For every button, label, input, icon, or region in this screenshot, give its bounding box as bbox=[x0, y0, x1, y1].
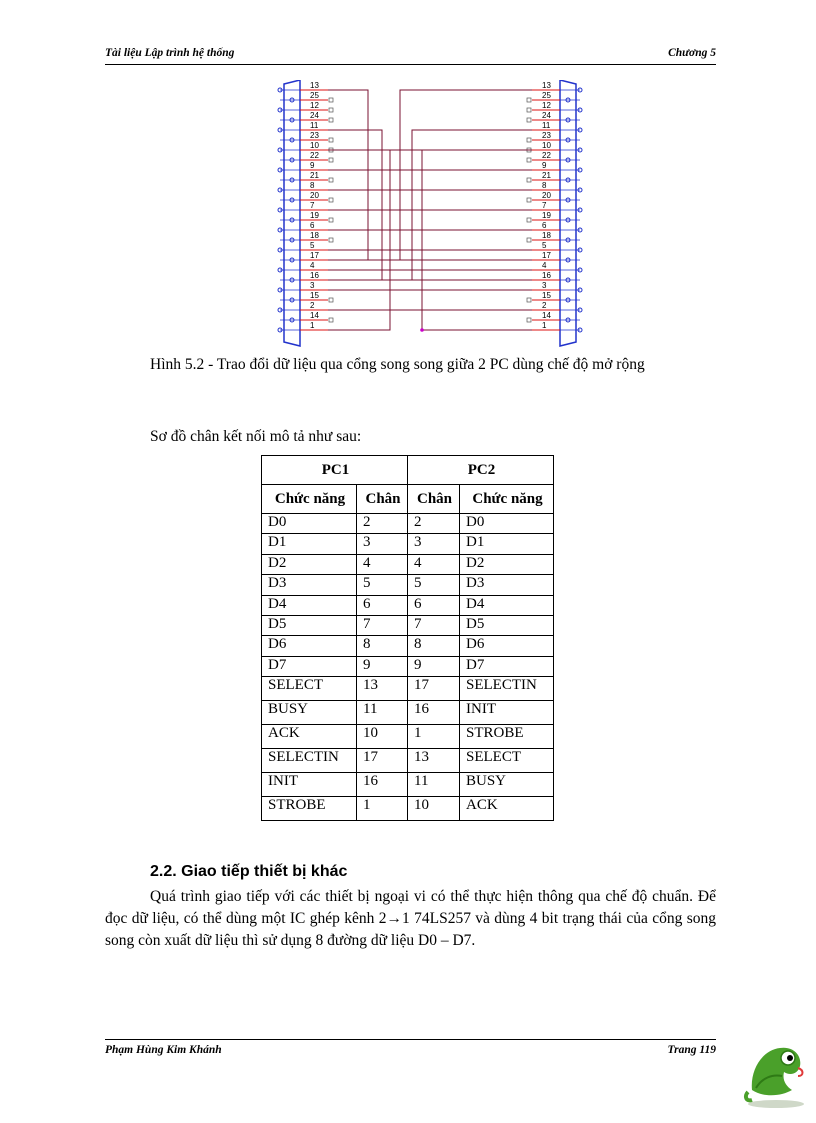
table-row bbox=[262, 656, 554, 676]
cross-wire-13-17 bbox=[328, 90, 532, 260]
right-box-24 bbox=[527, 118, 531, 122]
table-row bbox=[262, 575, 554, 595]
left-pin-label: 2 bbox=[310, 301, 315, 310]
right-pin-label: 16 bbox=[542, 271, 551, 280]
signal-pc1 bbox=[262, 615, 357, 635]
signal-pc2-text: BUSY bbox=[466, 773, 507, 790]
footer-page-number: Trang 119 bbox=[667, 1044, 716, 1056]
table-row bbox=[262, 725, 554, 749]
signal-pc1-text: BUSY bbox=[268, 701, 309, 718]
right-pin-label: 17 bbox=[542, 251, 551, 260]
left-pin-label: 10 bbox=[310, 141, 319, 150]
signal-pc2-text: SELECT bbox=[466, 749, 521, 766]
pc2-header: PC2 bbox=[408, 456, 554, 485]
pin-pc2-text: 3 bbox=[414, 534, 422, 551]
signal-pc1-text: D5 bbox=[268, 615, 287, 632]
right-pin-label: 24 bbox=[542, 111, 551, 120]
cross-wire-10-1 bbox=[328, 150, 532, 330]
signal-pc1-text: D3 bbox=[268, 575, 287, 592]
right-pin-label: 1 bbox=[542, 321, 547, 330]
table-row bbox=[262, 677, 554, 701]
pin-pc1 bbox=[357, 701, 408, 725]
pin-pc2 bbox=[408, 575, 460, 595]
signal-pc2-text: D6 bbox=[466, 636, 485, 653]
pin-pc2-text: 13 bbox=[414, 749, 429, 766]
pin-pc2-text: 11 bbox=[414, 773, 429, 790]
pin-pc1 bbox=[357, 797, 408, 821]
pin-pc2 bbox=[408, 749, 460, 773]
signal-pc2 bbox=[460, 534, 554, 554]
right-pin-label: 11 bbox=[542, 121, 551, 130]
signal-pc2-text: D3 bbox=[466, 575, 485, 592]
right-pin-label: 4 bbox=[542, 261, 547, 270]
db25-wiring-diagram bbox=[272, 80, 588, 348]
signal-pc1 bbox=[262, 514, 357, 534]
left-box-20 bbox=[329, 198, 333, 202]
table-row bbox=[262, 615, 554, 635]
left-box-19 bbox=[329, 218, 333, 222]
pin-pc1-text: 13 bbox=[363, 677, 378, 694]
right-box-12 bbox=[527, 108, 531, 112]
left-pin-label: 18 bbox=[310, 231, 319, 240]
signal-pc1 bbox=[262, 595, 357, 615]
left-pin-label: 4 bbox=[310, 261, 315, 270]
signal-pc1-text: D1 bbox=[268, 534, 287, 551]
signal-pc2 bbox=[460, 575, 554, 595]
right-pin-label: 5 bbox=[542, 241, 547, 250]
signal-pc1-text: INIT bbox=[268, 773, 298, 790]
col-function-pc2: Chức năng bbox=[460, 485, 554, 514]
left-pin-label: 6 bbox=[310, 221, 315, 230]
right-pin-label: 22 bbox=[542, 151, 551, 160]
cross-wire-17-13 bbox=[328, 90, 532, 260]
pin-pc1 bbox=[357, 656, 408, 676]
pin-pc1-text: 9 bbox=[363, 656, 371, 673]
col-function-pc1: Chức năng bbox=[262, 485, 357, 514]
left-pin-label: 17 bbox=[310, 251, 319, 260]
pin-pc1-text: 4 bbox=[363, 554, 371, 571]
left-pin-label: 3 bbox=[310, 281, 315, 290]
right-pin-label: 19 bbox=[542, 211, 551, 220]
right-pin-label: 23 bbox=[542, 131, 551, 140]
pin-pc2 bbox=[408, 773, 460, 797]
cross-wire-11-16 bbox=[328, 130, 532, 280]
left-pin-label: 5 bbox=[310, 241, 315, 250]
signal-pc1 bbox=[262, 656, 357, 676]
pin-pc2-text: 7 bbox=[414, 615, 422, 632]
signal-pc2 bbox=[460, 701, 554, 725]
left-pin-label: 22 bbox=[310, 151, 319, 160]
section-paragraph: Quá trình giao tiếp với các thiết bị ngoại vi có thể thực hiện thông qua chế độ chuẩn. Để đọc dữ liệu, có thể dùng một IC ghép kênh 2→1 74LS257 và dùng 4 bit trạng thái của cổng song song còn xuất dữ liệu thì sử dụng 8 đường dữ liệu D0 – D7. bbox=[105, 888, 716, 949]
signal-pc1-text: SELECTIN bbox=[268, 749, 339, 766]
left-pin-label: 7 bbox=[310, 201, 315, 210]
table-row bbox=[262, 554, 554, 574]
pin-pc2-text: 17 bbox=[414, 677, 429, 694]
right-pin-label: 13 bbox=[542, 81, 551, 90]
signal-pc1 bbox=[262, 749, 357, 773]
right-box-22 bbox=[527, 158, 531, 162]
pin-pc2 bbox=[408, 595, 460, 615]
pin-pc1 bbox=[357, 749, 408, 773]
left-pin-label: 21 bbox=[310, 171, 319, 180]
col-pin-pc2: Chân bbox=[408, 485, 460, 514]
signal-pc1 bbox=[262, 636, 357, 656]
pin-mapping-table bbox=[261, 455, 554, 821]
left-pin-label: 20 bbox=[310, 191, 319, 200]
table-row bbox=[262, 773, 554, 797]
signal-pc2 bbox=[460, 595, 554, 615]
left-pin-label: 12 bbox=[310, 101, 319, 110]
signal-pc1 bbox=[262, 554, 357, 574]
right-box-20 bbox=[527, 198, 531, 202]
pin-pc1-text: 5 bbox=[363, 575, 371, 592]
signal-pc2-text: D0 bbox=[466, 514, 485, 530]
signal-pc1-text: SELECT bbox=[268, 677, 323, 694]
figure-caption: Hình 5.2 - Trao đổi dữ liệu qua cổng song song giữa 2 PC dùng chế độ mở rộng bbox=[150, 356, 645, 373]
signal-pc2 bbox=[460, 773, 554, 797]
right-db25-connector bbox=[532, 80, 582, 346]
signal-pc1-text: STROBE bbox=[268, 797, 326, 814]
left-pin-label: 25 bbox=[310, 91, 319, 100]
cross-wires bbox=[328, 90, 532, 332]
signal-pc2 bbox=[460, 636, 554, 656]
signal-pc2-text: STROBE bbox=[466, 725, 524, 742]
right-pin-label: 10 bbox=[542, 141, 551, 150]
pin-pc2 bbox=[408, 677, 460, 701]
table-row bbox=[262, 595, 554, 615]
left-box-14 bbox=[329, 318, 333, 322]
pin-pc1 bbox=[357, 615, 408, 635]
right-pin-label: 12 bbox=[542, 101, 551, 110]
signal-pc2 bbox=[460, 677, 554, 701]
pin-pc2 bbox=[408, 725, 460, 749]
pin-pc1-text: 8 bbox=[363, 636, 371, 653]
left-pin-label: 14 bbox=[310, 311, 319, 320]
signal-pc2-text: D7 bbox=[466, 656, 485, 673]
left-box-22 bbox=[329, 158, 333, 162]
pin-pc2-text: 2 bbox=[414, 514, 422, 530]
left-pin-label: 8 bbox=[310, 181, 315, 190]
table-group-header bbox=[262, 456, 554, 485]
pin-pc2 bbox=[408, 615, 460, 635]
right-pin-label: 25 bbox=[542, 91, 551, 100]
signal-pc2 bbox=[460, 725, 554, 749]
signal-pc2-text: D2 bbox=[466, 554, 485, 571]
pin-pc1-text: 2 bbox=[363, 514, 371, 530]
pin-pc1 bbox=[357, 677, 408, 701]
signal-pc1 bbox=[262, 534, 357, 554]
signal-pc1 bbox=[262, 773, 357, 797]
footer-author: Phạm Hùng Kim Khánh bbox=[105, 1044, 222, 1056]
right-pin-label: 9 bbox=[542, 161, 547, 170]
header-chapter: Chương 5 bbox=[668, 47, 716, 59]
junction-dot bbox=[420, 328, 424, 332]
footer-rule bbox=[105, 1039, 716, 1040]
signal-pc2 bbox=[460, 656, 554, 676]
signal-pc2-text: D1 bbox=[466, 534, 485, 551]
right-box-25 bbox=[527, 98, 531, 102]
col-pin-pc1: Chân bbox=[357, 485, 408, 514]
left-db25-connector bbox=[278, 80, 328, 346]
header-doc-title: Tài liệu Lập trình hệ thống bbox=[105, 47, 235, 59]
pin-pc1 bbox=[357, 636, 408, 656]
pin-pc1 bbox=[357, 773, 408, 797]
cross-wire-16-11 bbox=[328, 130, 532, 280]
pin-pc1 bbox=[357, 725, 408, 749]
left-pin-label: 23 bbox=[310, 131, 319, 140]
right-pin-label: 18 bbox=[542, 231, 551, 240]
pin-pc1 bbox=[357, 534, 408, 554]
signal-pc1 bbox=[262, 797, 357, 821]
table-row bbox=[262, 701, 554, 725]
pin-pc2-text: 5 bbox=[414, 575, 422, 592]
cross-wire-1-10 bbox=[328, 150, 532, 330]
pin-pc1 bbox=[357, 514, 408, 534]
pin-pc1-text: 10 bbox=[363, 725, 378, 742]
left-pin-label: 13 bbox=[310, 81, 319, 90]
pin-pc2 bbox=[408, 554, 460, 574]
left-pin-label: 1 bbox=[310, 321, 315, 330]
signal-pc1-text: D7 bbox=[268, 656, 287, 673]
right-pin-label: 20 bbox=[542, 191, 551, 200]
right-box-23 bbox=[527, 138, 531, 142]
pin-pc1 bbox=[357, 554, 408, 574]
right-box-15 bbox=[527, 298, 531, 302]
signal-pc2 bbox=[460, 615, 554, 635]
signal-pc1-text: D0 bbox=[268, 514, 287, 530]
signal-pc1-text: D2 bbox=[268, 554, 287, 571]
table-row bbox=[262, 636, 554, 656]
pin-pc2 bbox=[408, 636, 460, 656]
pin-pc1-text: 3 bbox=[363, 534, 371, 551]
left-box-23 bbox=[329, 138, 333, 142]
pin-pc1-text: 11 bbox=[363, 701, 378, 718]
pin-pc1-text: 6 bbox=[363, 595, 371, 612]
right-pin-label: 3 bbox=[542, 281, 547, 290]
signal-pc1-text: D6 bbox=[268, 636, 287, 653]
right-pin-label: 2 bbox=[542, 301, 547, 310]
pin-pc2-text: 16 bbox=[414, 701, 429, 718]
signal-pc2-text: D5 bbox=[466, 615, 485, 632]
signal-pc1 bbox=[262, 677, 357, 701]
signal-pc1-text: D4 bbox=[268, 595, 287, 612]
left-pin-label: 24 bbox=[310, 111, 319, 120]
pin-pc1 bbox=[357, 575, 408, 595]
table-row bbox=[262, 749, 554, 773]
right-box-18 bbox=[527, 238, 531, 242]
signal-pc2 bbox=[460, 749, 554, 773]
left-pin-label: 15 bbox=[310, 291, 319, 300]
left-box-24 bbox=[329, 118, 333, 122]
pin-pc2-text: 6 bbox=[414, 595, 422, 612]
pin-pc1-text: 16 bbox=[363, 773, 378, 790]
pin-pc2 bbox=[408, 797, 460, 821]
signal-pc2-text: INIT bbox=[466, 701, 496, 718]
pin-pc1-text: 17 bbox=[363, 749, 378, 766]
signal-pc2 bbox=[460, 514, 554, 534]
left-pin-label: 16 bbox=[310, 271, 319, 280]
right-pin-label: 7 bbox=[542, 201, 547, 210]
pin-pc2 bbox=[408, 701, 460, 725]
pin-pc2 bbox=[408, 656, 460, 676]
pin-pc2-text: 8 bbox=[414, 636, 422, 653]
signal-pc2 bbox=[460, 554, 554, 574]
table-row bbox=[262, 514, 554, 534]
right-pin-label: 21 bbox=[542, 171, 551, 180]
right-pin-label: 15 bbox=[542, 291, 551, 300]
pin-pc1 bbox=[357, 595, 408, 615]
right-pin-label: 8 bbox=[542, 181, 547, 190]
section-heading: 2.2. Giao tiếp thiết bị khác bbox=[150, 863, 348, 880]
left-pin-label: 11 bbox=[310, 121, 319, 130]
table-column-header bbox=[262, 485, 554, 514]
left-pin-label: 19 bbox=[310, 211, 319, 220]
left-box-21 bbox=[329, 178, 333, 182]
left-box-15 bbox=[329, 298, 333, 302]
table-row bbox=[262, 797, 554, 821]
table-row bbox=[262, 534, 554, 554]
right-box-14 bbox=[527, 318, 531, 322]
signal-pc2-text: D4 bbox=[466, 595, 485, 612]
left-box-12 bbox=[329, 108, 333, 112]
pin-pc2-text: 4 bbox=[414, 554, 422, 571]
pin-pc1-text: 7 bbox=[363, 615, 371, 632]
pin-pc1-text: 1 bbox=[363, 797, 371, 814]
left-box-25 bbox=[329, 98, 333, 102]
header-rule bbox=[105, 64, 716, 65]
pin-pc2 bbox=[408, 514, 460, 534]
signal-pc1 bbox=[262, 575, 357, 595]
pc1-header: PC1 bbox=[262, 456, 408, 485]
right-pin-label: 14 bbox=[542, 311, 551, 320]
chameleon-mascot-icon bbox=[742, 1030, 808, 1110]
pin-pc2 bbox=[408, 534, 460, 554]
right-box-21 bbox=[527, 178, 531, 182]
left-box-18 bbox=[329, 238, 333, 242]
signal-pc1-text: $\overline{ACK}$ bbox=[268, 725, 300, 742]
signal-pc1 bbox=[262, 725, 357, 749]
signal-pc2-text: $\overline{ACK}$ bbox=[466, 797, 498, 814]
right-pin-label: 6 bbox=[542, 221, 547, 230]
signal-pc1 bbox=[262, 701, 357, 725]
right-box-19 bbox=[527, 218, 531, 222]
pin-pc2-text: 10 bbox=[414, 797, 429, 814]
table-intro: Sơ đồ chân kết nối mô tả như sau: bbox=[150, 428, 362, 445]
signal-pc2 bbox=[460, 797, 554, 821]
pin-pc2-text: 9 bbox=[414, 656, 422, 673]
pin-pc2-text: 1 bbox=[414, 725, 422, 742]
left-pin-label: 9 bbox=[310, 161, 315, 170]
signal-pc2-text: SELECTIN bbox=[466, 677, 537, 694]
